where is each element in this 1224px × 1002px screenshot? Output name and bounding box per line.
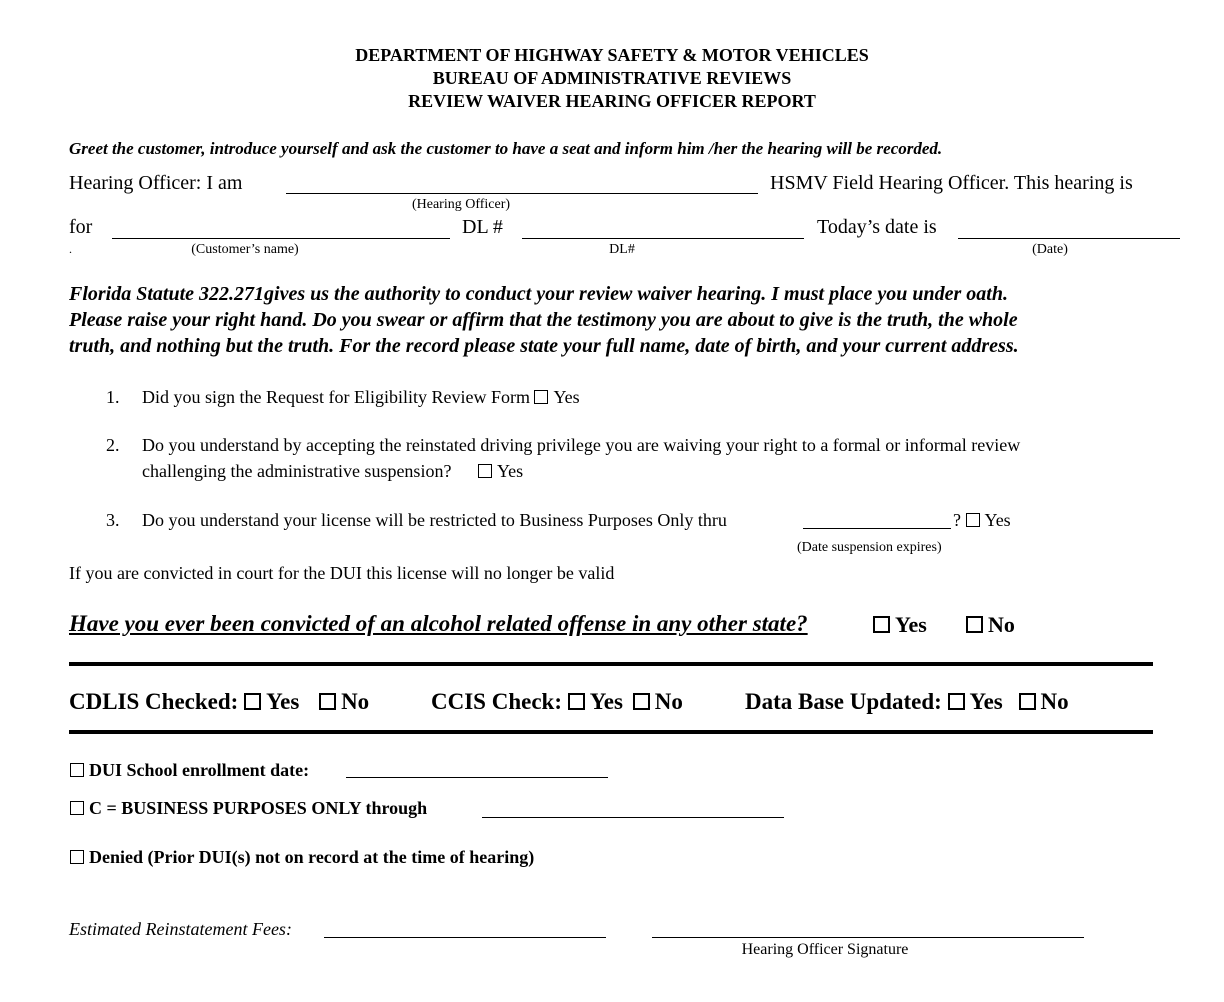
header-line-3: REVIEW WAIVER HEARING OFFICER REPORT — [408, 91, 816, 111]
denied-label: Denied (Prior DUI(s) not on record at the time of hearing) — [89, 847, 535, 867]
signature-caption: Hearing Officer Signature — [741, 941, 909, 958]
ccis-check — [431, 689, 683, 715]
cdlis-no-checkbox[interactable] — [319, 693, 336, 710]
dl-number-field[interactable] — [522, 238, 804, 239]
business-purposes-label: C = BUSINESS PURPOSES ONLY through — [89, 798, 428, 818]
denied-checkbox[interactable] — [70, 850, 84, 864]
alcohol-no-label: No — [988, 612, 1015, 637]
for-label: for — [69, 216, 93, 238]
question-1-text: Did you sign the Request for Eligibility Review Form — [142, 387, 530, 407]
alcohol-no-option — [966, 612, 1015, 638]
cdlis-check — [69, 689, 369, 715]
business-purposes-option — [70, 798, 427, 819]
alcohol-yes-option — [873, 612, 927, 638]
divider-top — [69, 662, 1153, 666]
database-no-label: No — [1040, 689, 1069, 714]
signature-field[interactable] — [652, 937, 1084, 938]
question-1 — [142, 387, 580, 408]
officer-name-field[interactable] — [286, 193, 758, 194]
question-2-yes-checkbox[interactable] — [478, 464, 492, 478]
ccis-no-label: No — [654, 689, 683, 714]
officer-suffix: HSMV Field Hearing Officer. This hearing is — [770, 172, 1133, 194]
database-updated-check — [745, 689, 1069, 715]
fees-field[interactable] — [324, 937, 606, 938]
question-3-caption: (Date suspension expires) — [797, 540, 942, 555]
database-no-checkbox[interactable] — [1019, 693, 1036, 710]
dui-school-checkbox[interactable] — [70, 763, 84, 777]
header-line-1: DEPARTMENT OF HIGHWAY SAFETY & MOTOR VEHICLES — [355, 45, 869, 65]
dui-school-date-field[interactable] — [346, 777, 608, 778]
dui-school-option — [70, 760, 309, 781]
dui-school-label: DUI School enrollment date: — [89, 760, 310, 780]
customer-name-field[interactable] — [112, 238, 450, 239]
customer-caption: (Customer’s name) — [191, 242, 299, 257]
dl-label: DL # — [462, 216, 503, 238]
question-2-text: Do you understand by accepting the reinstated driving privilege you are waiving your right to a formal or informal review — [142, 435, 1021, 455]
greeting-instruction: Greet the customer, introduce yourself and ask the customer to have a seat and inform him /her the hearing will be recorded. — [69, 139, 943, 158]
cdlis-label: CDLIS Checked: — [69, 689, 239, 714]
business-purposes-checkbox[interactable] — [70, 801, 84, 815]
alcohol-question: Have you ever been convicted of an alcohol related offense in any other state? — [69, 611, 808, 636]
question-2-yes-label: Yes — [496, 461, 524, 481]
dui-conviction-note: If you are convicted in court for the DUI this license will no longer be valid — [69, 563, 615, 583]
question-3-suffix: ? — [953, 510, 961, 530]
stray-dot: . — [69, 242, 72, 256]
dl-caption: DL# — [609, 242, 635, 257]
database-yes-label: Yes — [969, 689, 1003, 714]
cdlis-yes-checkbox[interactable] — [244, 693, 261, 710]
alcohol-yes-label: Yes — [895, 612, 927, 637]
question-3-yes-checkbox[interactable] — [966, 513, 980, 527]
oath-line-1: Florida Statute 322.271gives us the authority to conduct your review waiver hearing. I must place you under oath. — [69, 283, 1008, 305]
header-line-2: BUREAU OF ADMINISTRATIVE REVIEWS — [432, 68, 792, 88]
alcohol-yes-checkbox[interactable] — [873, 616, 890, 633]
cdlis-no-label: No — [341, 689, 370, 714]
officer-caption: (Hearing Officer) — [411, 197, 511, 212]
date-label: Today’s date is — [817, 216, 937, 238]
suspension-expiry-field[interactable] — [803, 528, 951, 529]
question-1-yes-checkbox[interactable] — [534, 390, 548, 404]
question-3-yes-label: Yes — [984, 510, 1011, 530]
ccis-label: CCIS Check: — [431, 689, 562, 714]
question-3-text: Do you understand your license will be restricted to Business Purposes Only thru — [142, 510, 727, 530]
fees-label: Estimated Reinstatement Fees: — [69, 919, 292, 939]
database-label: Data Base Updated: — [745, 689, 942, 714]
ccis-no-checkbox[interactable] — [633, 693, 650, 710]
ccis-yes-checkbox[interactable] — [568, 693, 585, 710]
question-2-continued — [142, 461, 523, 482]
cdlis-yes-label: Yes — [266, 689, 300, 714]
oath-line-3: truth, and nothing but the truth. For the record please state your full name, date of birth, and your current address. — [69, 335, 1019, 357]
question-2-number: 2. — [106, 435, 120, 455]
ccis-yes-label: Yes — [589, 689, 623, 714]
question-3-number: 3. — [106, 510, 120, 530]
database-yes-checkbox[interactable] — [948, 693, 965, 710]
oath-line-2: Please raise your right hand. Do you swear or affirm that the testimony you are about to give is the truth, the whole — [69, 309, 1018, 331]
question-1-yes-label: Yes — [553, 387, 580, 407]
denied-option — [70, 847, 534, 868]
question-1-number: 1. — [106, 387, 120, 407]
question-2-text-2: challenging the administrative suspension? — [142, 461, 452, 481]
alcohol-no-checkbox[interactable] — [966, 616, 983, 633]
todays-date-field[interactable] — [958, 238, 1180, 239]
date-caption: (Date) — [1032, 242, 1068, 257]
question-3-answer — [953, 510, 1011, 531]
business-purposes-date-field[interactable] — [482, 817, 784, 818]
divider-bottom — [69, 730, 1153, 734]
officer-prefix: Hearing Officer: I am — [69, 172, 243, 194]
